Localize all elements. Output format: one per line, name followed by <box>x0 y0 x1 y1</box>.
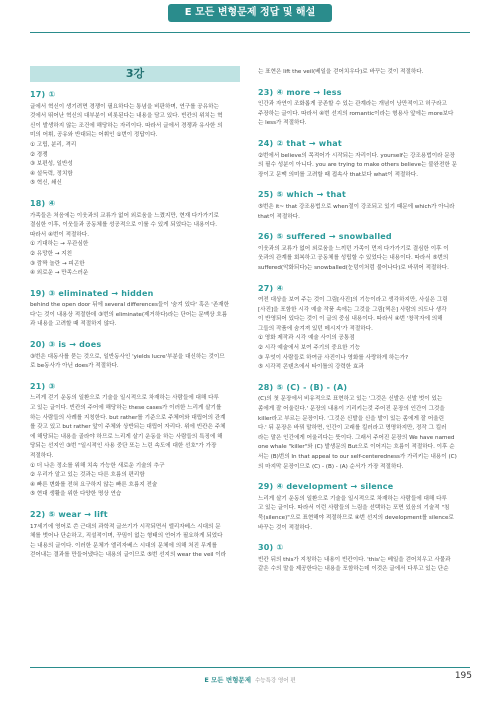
explanation-line: 글에서 혁신이 생기려면 경쟁이 필요하다는 통념을 비판하며, 연구를 공유하는 <box>30 103 219 110</box>
explanation-line: 신이 발생하지 않는 조건에 해당하는 자리이다. 따라서 글에서 경쟁과 유사한 의 <box>30 122 223 129</box>
explanation-line: 느리게 걷기 운동의 일환으로 기술을 일시적으로 차재하는 사람들에 대해 다루 <box>30 395 219 402</box>
left-column <box>30 90 240 571</box>
explanation-line: ③번은 대동사를 묻는 것으로, 일반동사인 'yields lucre'부분을 대신하는 것이므 <box>30 353 225 360</box>
explanation-line: behind the open door 뒤에 several differences들이 '숨겨 있다' 혹은 '존재한 <box>30 302 230 309</box>
question-title: 21) ③ <box>30 381 56 391</box>
explanation-line: 적절하다. <box>30 453 54 459</box>
choice-item: ① 영화 제작과 시각 예술 사이의 공통점 <box>258 335 355 342</box>
question-title: 22) ⑤ wear → lift <box>30 509 108 519</box>
explanation-line: 로 be동사가 아닌 does가 적절하다. <box>30 363 119 370</box>
question-title: 28) ⑤ (C) - (B) - (A) <box>258 382 348 392</box>
header-title: E 모든 변형문제 정답 및 해설 <box>168 4 332 22</box>
question-title: 24) ② that → what <box>258 138 342 148</box>
choice-item: ④ 빠른 변화를 전혀 요구하지 않는 빠른 흐름지 전술 <box>30 481 158 488</box>
explanation-line: 는 less가 적절하다. <box>258 120 307 127</box>
explanation-line: 따라서 ④번이 적절하다. <box>30 231 89 238</box>
page-footer <box>0 667 500 707</box>
explanation-line: killer라고 부르는 문장이다. '그것은 신발을 신을 발이 있는 좀에게 잘 어울린 <box>258 415 445 422</box>
question-title: 27) ④ <box>258 283 284 293</box>
question-28 <box>258 383 468 472</box>
explanation-line: 과 내용을 고려할 때 적절하지 않다. <box>30 321 117 328</box>
choice-item: ② 우리가 알고 있는 것과는 다른 흐름의 편리함 <box>30 472 145 479</box>
footer-divider <box>30 667 470 668</box>
question-26 <box>258 232 468 273</box>
explanation-line: 서는 (B)번의 In that appeal to our self-centeredness가 가리키는 내용이 (C) <box>258 454 457 460</box>
question-title: 25) ⑤ which → that <box>258 190 347 200</box>
question-title: 30) ① <box>258 543 284 553</box>
explanation-line: 17세기에 영어로 쓴 근대의 과학적 글쓰기가 시작되면서 엘리자베스 시대의 문 <box>30 523 221 530</box>
question-22-continued <box>258 68 468 78</box>
explanation-line: 여전 대상을 보여 주는 것이 그림[사진]의 기능이라고 생각하지만, 사실은 그림 <box>258 297 448 304</box>
section-title: 3강 <box>30 66 240 82</box>
explanation-line: 다'는 것이 내용상 적절한데 ③번의 eliminate(제거하다)라는 단어는 문맥상 흐름 <box>30 311 228 318</box>
explanation-line: 미의 어휘, 공유와 반대되는 어휘인 ①번이 정답이다. <box>30 132 158 139</box>
explanation-line: 다.' 뒤 문장은 바꿔 말하면, 인간이 고래를 킬러라고 명명하지만, 정작 그 킬러 <box>258 425 447 432</box>
question-30 <box>258 543 468 575</box>
explanation-line: 인간과 자연이 조화롭게 공존할 수 있는 관계라는 개념이 낭만적이고 허구라고 <box>258 101 447 108</box>
footer-subtitle: 수능특강 영어 편 <box>254 678 296 684</box>
explanation-line: 당되는 선지인 ③번 "일시적인 사용 중단 또는 느린 속도에 대한 선호"가 가장 <box>30 443 217 450</box>
choice-item: ⑤ 시각적 콘텐츠에서 타이틀의 강력한 효과 <box>258 364 364 371</box>
explanation-line: that이 적절하다. <box>258 213 300 220</box>
question-29 <box>258 482 468 533</box>
explanation-line: 라는 말은 인간에게 어울리다는 뜻이다. 그래서 주어진 문장의 We have named <box>258 434 455 441</box>
choice-item: ⑤ 현대 생활을 위한 다양한 명상 연습 <box>30 491 122 498</box>
explanation-line: 묵(silence)"으로 표현해야 적절하므로 ④번 선지의 development를 silence로 <box>258 514 454 521</box>
footer-book-title: E 모든 변형문제 <box>204 676 251 684</box>
explanation-line: 빈칸 뒤의 this가 지칭하는 내용이 빈칸이다. 'this'는 베일을 걷어치우고 사물과 <box>258 556 451 563</box>
choice-item: ② 경쟁 <box>30 151 48 158</box>
explanation-line: 이 반영되어 있다는 것이 이 글의 중심 내용이다. 따라서 ④번 '창작자에 의해 <box>258 316 443 323</box>
choice-item: ③ 무엇이 사람들로 하여금 사진이나 영화를 사랑하게 하는가? <box>258 354 409 361</box>
explanation-line: 좀에게 잘 어울린다.' 문장의 내용이 기리키는것 주어진 문장의 인간이 그것을 <box>258 406 445 413</box>
question-24 <box>258 139 468 180</box>
footer-title <box>150 675 350 684</box>
explanation-line: 체를 벗어나 단순하고, 직설적이며, 꾸밈이 없는 형태의 언어가 필요하게 되었다 <box>30 533 223 540</box>
choice-item: ④ 외로운 → 만족스러운 <box>30 270 89 277</box>
explanation-line: 고 있는 글이다. 빈칸의 주어에 해당하는 these cases가 이러한 느리게 살기를 <box>30 405 222 412</box>
explanation-line: 웃과의 관계를 회복하고 공동체를 성립할 수 있었다는 내용이다. 따라서 ⑤번의 <box>258 255 449 262</box>
explanation-line: 결심한 이후, 이웃들과 공동체를 성공적으로 이룰 수 있게 되었다는 내용이다. <box>30 222 218 229</box>
question-title: 23) ④ more → less <box>258 87 342 97</box>
right-column <box>258 68 468 585</box>
question-19 <box>30 289 240 330</box>
question-18 <box>30 199 240 279</box>
explanation-line: 고 있는 글이다. 따라서 이런 사람들의 느림을 선택하는 포면 있음의 기술적 "침 <box>258 505 450 512</box>
question-25 <box>258 190 468 222</box>
explanation-line: 의 필수 성분이 아니다. you are trying to make others believe는 불완전한 문 <box>258 162 458 169</box>
explanation-line: 걷어내는 결과를 만들어냈다는 내용의 글이므로 ⑤번 선지의 wear the veil 이라 <box>30 552 227 559</box>
explanation-line: one whale "killer"와 (C) 발생문의 But으로 이어지는 흐름이 적절하다. 이후 순 <box>258 444 455 451</box>
explanation-line: 의 마지막 문장이므로 (C) - (B) - (A) 순서가 가장 적절하다. <box>258 463 404 470</box>
page-header <box>0 0 500 32</box>
explanation-line: 이웃과의 교류가 없어 외로움을 느끼던 가족이 먼저 다가가기로 결심한 이후 이 <box>258 245 449 252</box>
question-21 <box>30 382 240 500</box>
question-title: 26) ⑤ suffered → snowballed <box>258 232 392 242</box>
explanation-line: 는 내용의 글이다. 이러한 문체가 엘리자베스 시대의 문체에 의해 처진 무게를 <box>30 542 218 549</box>
explanation-line: 그들의 작품에 숨겨져 있던 메시지'가 적절하다. <box>258 325 373 332</box>
choice-list <box>30 141 240 189</box>
explanation-line: 가족들은 처음에는 이웃과의 교류가 없어 외로움을 느꼈지만, 현재 다가가기로 <box>30 212 219 219</box>
header-divider <box>30 32 470 33</box>
choice-item: ① 고립, 분리, 격리 <box>30 141 77 148</box>
explanation-line: 주장하는 글이다. 따라서 ④번 선지의 romantic이라는 형용사 앞에는 more보다 <box>258 110 454 117</box>
explanation-line: (C)의 첫 문장에서 비유적으로 표현하고 있는 '그것은 신발은 신발 벗이 있는 <box>258 396 443 403</box>
explanation-line: 를 갖고 있고 but rather 앞이 주체와 상반되는 대립어 자리다. 위에 빈칸은 주체 <box>30 424 226 431</box>
choice-item: ② 시각 예술에서 보여 주기의 중요한 기능 <box>258 345 361 352</box>
explanation-line: [사진]을 포함한 시각 예술 작품 속에는 그것을 그림[찍은] 사람의 의도나 생각 <box>258 306 447 313</box>
explanation-line: ②번에서 believe의 목적어가 시작되는 자리이다. yourself는 강조용법이라 문장 <box>258 152 456 159</box>
question-title: 29) ④ development → silence <box>258 482 394 492</box>
question-title: 19) ③ eliminated → hidden <box>30 288 154 298</box>
explanation-line: suffered(악화되다)는 snowballed(눈덩이처럼 불어나다)로 바뀌어 적절하다. <box>258 264 449 271</box>
choice-list <box>30 462 240 500</box>
choice-item: ④ 설득력, 정치함 <box>30 170 73 177</box>
choice-list <box>30 240 240 278</box>
explanation-line: 는 표현은 lift the veil(베일을 걷어치우다)로 바꾸는 것이 적절하다. <box>258 69 424 75</box>
question-23 <box>258 88 468 129</box>
question-22 <box>30 510 240 561</box>
choice-item: ③ 깜짝 놀란 → 피곤한 <box>30 260 85 267</box>
choice-item: ① 기대하는 → 무관심한 <box>30 241 89 248</box>
question-20 <box>30 340 240 372</box>
explanation-line: 장이고 문맥 의미를 고려할 때 접속사 that보다 what이 적절하다. <box>258 171 418 178</box>
choice-item: ① 더 나은 정소를 위해 치속 가능한 새로운 기술의 추구 <box>30 462 165 469</box>
choice-item: ② 유망한 → 지친 <box>30 250 73 257</box>
explanation-line: ⑤번은 it~ that 강조용법으로 when절이 강조되고 있기 때문에 which가 아니라 <box>258 203 455 210</box>
question-title: 17) ① <box>30 90 56 99</box>
choice-item: ⑤ 혁신, 쇄신 <box>30 180 62 187</box>
choice-list <box>258 334 468 372</box>
explanation-line: 하는 사람들의 사례를 지칭한다. but rather를 기준으로 주체어와 대립어의 관계 <box>30 414 226 421</box>
explanation-line: 같은 수의 말을 제공한다는 내용을 포함하는데 이것은 글에서 다루고 있는 단순 <box>258 566 449 573</box>
question-17 <box>30 90 240 189</box>
choice-item: ③ 보편성, 일반성 <box>30 161 73 168</box>
question-title: 18) ④ <box>30 198 56 208</box>
explanation-line: 것에서 뛰어난 혁신의 대부분이 비롯된다는 내용을 담고 있다. 빈칸의 위치는 혁 <box>30 113 223 120</box>
explanation-line: 바꾸는 것이 적절하다. <box>258 524 312 531</box>
question-title: 20) ③ is → does <box>30 340 102 350</box>
page-number: 195 <box>454 671 472 681</box>
question-27 <box>258 284 468 373</box>
explanation-line: 에 해당되는 내용을 골라야 하므로 느리게 살기 운동을 하는 사람들의 특징에 해 <box>30 433 223 440</box>
explanation-line: 느리게 살기 운동의 일환으로 기술을 일시적으로 차재하는 사람들에 대해 다루 <box>258 495 447 502</box>
